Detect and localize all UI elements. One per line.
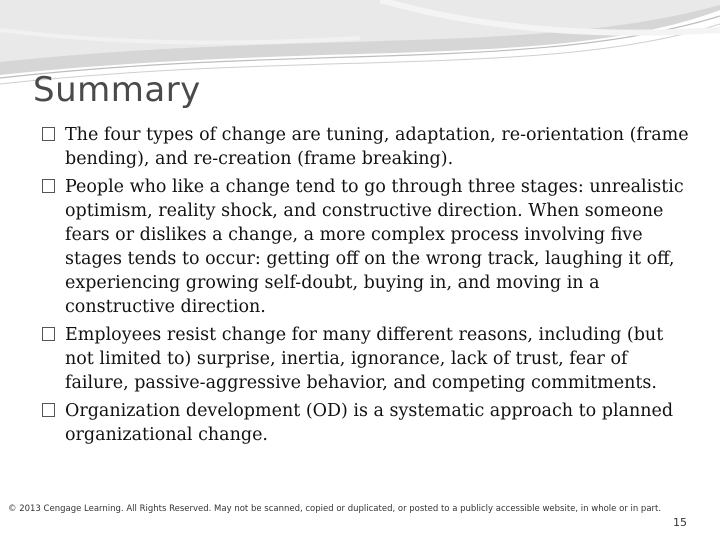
bullet-item: [40, 399, 690, 447]
bullet-item: [40, 123, 690, 171]
square-bullet-icon: [42, 179, 55, 193]
bullet-list: [40, 123, 690, 451]
bullet-text: The four types of change are tuning, adaptation, re-orientation (frame bending), and re-creation (frame breaking).: [65, 125, 689, 169]
square-bullet-icon: [42, 327, 55, 341]
bullet-text: People who like a change tend to go through three stages: unrealistic optimism, reality shock, and constructive direction. When someone fears or dislikes a change, a more complex process involving five stages tends to occur: getting off on the wrong track, laughing it off, experiencing growing self-doubt, buying in, and moving in a constructive direction.: [65, 177, 684, 317]
bullet-text: Organization development (OD) is a systematic approach to planned organizational change.: [65, 401, 674, 445]
copyright-footer: © 2013 Cengage Learning. All Rights Reserved. May not be scanned, copied or duplicated, or posted to a publicly accessible website, in whole or in part.: [8, 504, 662, 514]
bullet-text: Employees resist change for many different reasons, including (but not limited to) surprise, inertia, ignorance, lack of trust, fear of failure, passive-aggressive behavior, and competing commitments.: [65, 325, 664, 393]
bullet-item: [40, 323, 690, 395]
square-bullet-icon: [42, 403, 55, 417]
bullet-item: [40, 175, 690, 319]
square-bullet-icon: [42, 127, 55, 141]
page-number: 15: [673, 516, 687, 529]
slide-title: Summary: [33, 70, 201, 110]
